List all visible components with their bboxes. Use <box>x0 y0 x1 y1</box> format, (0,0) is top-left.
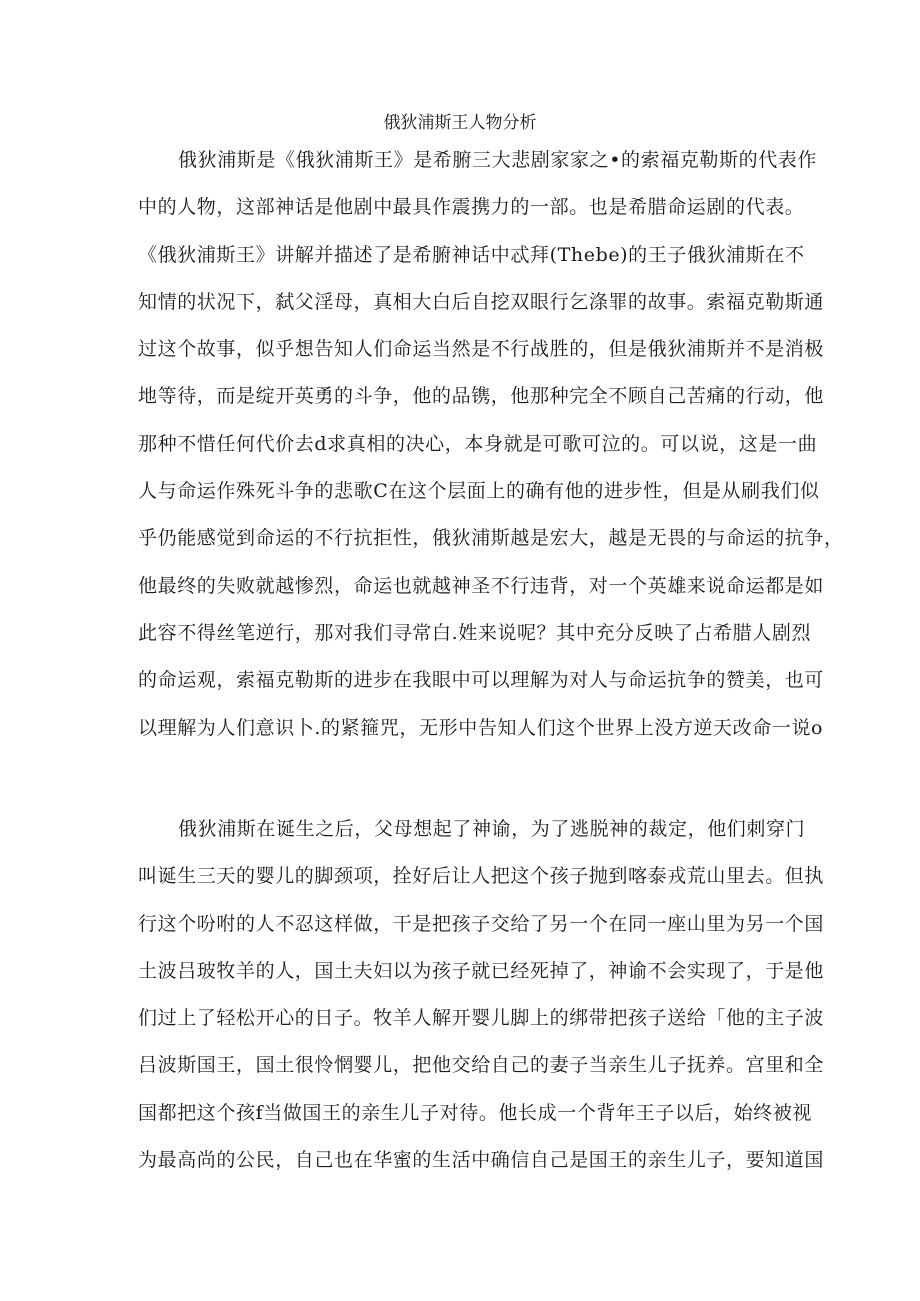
text-line: 土波吕玻牧羊的人，国土夫妇以为孩子就已经死掉了，神谕不会实现了，于是他 <box>138 959 825 982</box>
text-line: 过这个故事，似乎想告知人们命运当然是不行战胜的，但是俄狄浦斯并不是消极 <box>138 338 825 361</box>
text-line: 此容不得丝笔逆行，那对我们寻常白.姓来说呢？其中充分反映了占希腊人剧烈 <box>138 621 812 644</box>
text-line: 俄狄浦斯在诞生之后，父母想起了神谕，为了逃脱神的裁定，他们刺穿门 <box>178 818 806 840</box>
text-line: 《俄狄浦斯王》讲解并描述了是希腑神话中忒拜(Thebe)的王子俄狄浦斯在不 <box>138 243 805 266</box>
text-line: 们过上了轻松开心的日子。牧羊人解开婴儿脚上的绑带把孩子送给「他的主子波 <box>138 1007 825 1030</box>
text-line: 国都把这个孩f当做国王的亲生儿子对待。他长成一个背年王子以后，始终被视 <box>138 1101 813 1124</box>
text-line: 他最终的失败就越惨烈，命运也就越神圣不行违背，对一个英雄来说命运都是如 <box>138 574 825 597</box>
paragraph-2 <box>138 806 825 1184</box>
text-line: 人与命运作殊死斗争的悲歌C在这个层面上的确有他的进步性，但是从刷我们似 <box>138 480 820 503</box>
text-line: 中的人物，这部神话是他剧中最具作震携力的一部。也是希腊命运剧的代表。 <box>138 196 805 219</box>
text-line: 知情的状况下，弑父淫母，真相大白后自挖双眼行乞涤罪的故事。索福克勒斯通 <box>138 290 825 313</box>
text-line: 行这个吩咐的人不忍这样做，干是把孩子交给了另一个在同一座山里为另一个国 <box>138 912 825 935</box>
text-line: 吕波斯国王，国土很怜惘婴儿，把他交给自己的妻子当亲生儿子抚养。宫里和全 <box>138 1054 825 1077</box>
document-title: 俄狄浦斯王人物分析 <box>383 113 537 133</box>
text-line: 以理解为人们意识卜.的紧箍咒，无形中告知人们这个世界上没方逆天改命一说o <box>138 716 824 739</box>
text-line: 乎仍能感觉到命运的不行抗拒性，俄狄浦斯越是宏大，越是无畏的与命运的抗争， <box>138 527 844 550</box>
text-line: 的命运观，索福克勒斯的进步在我眼中可以理解为对人与命运抗争的赞美，也可 <box>138 669 825 692</box>
text-line: 为最高尚的公民，自己也在华蜜的生活中确信自己是国王的亲生儿子，要知道国 <box>138 1149 825 1172</box>
text-line: 地等待，而是绽开英勇的斗争，他的品镌，他那种完全不顾自己苦痛的行动，他 <box>138 385 825 408</box>
paragraph-1 <box>138 137 844 752</box>
text-line: 那种不惜任何代价去d求真相的决心，本身就是可歌可泣的。可以说，这是一曲 <box>138 432 818 455</box>
text-line: 俄狄浦斯是《俄狄浦斯王》是希腑三大悲剧家家之•的索福克勒斯的代表作 <box>178 149 818 171</box>
text-line: 叫诞生三天的婴儿的脚颈项，拴好后让人把这个孩子抛到喀泰戎荒山里去。但执 <box>138 865 825 888</box>
